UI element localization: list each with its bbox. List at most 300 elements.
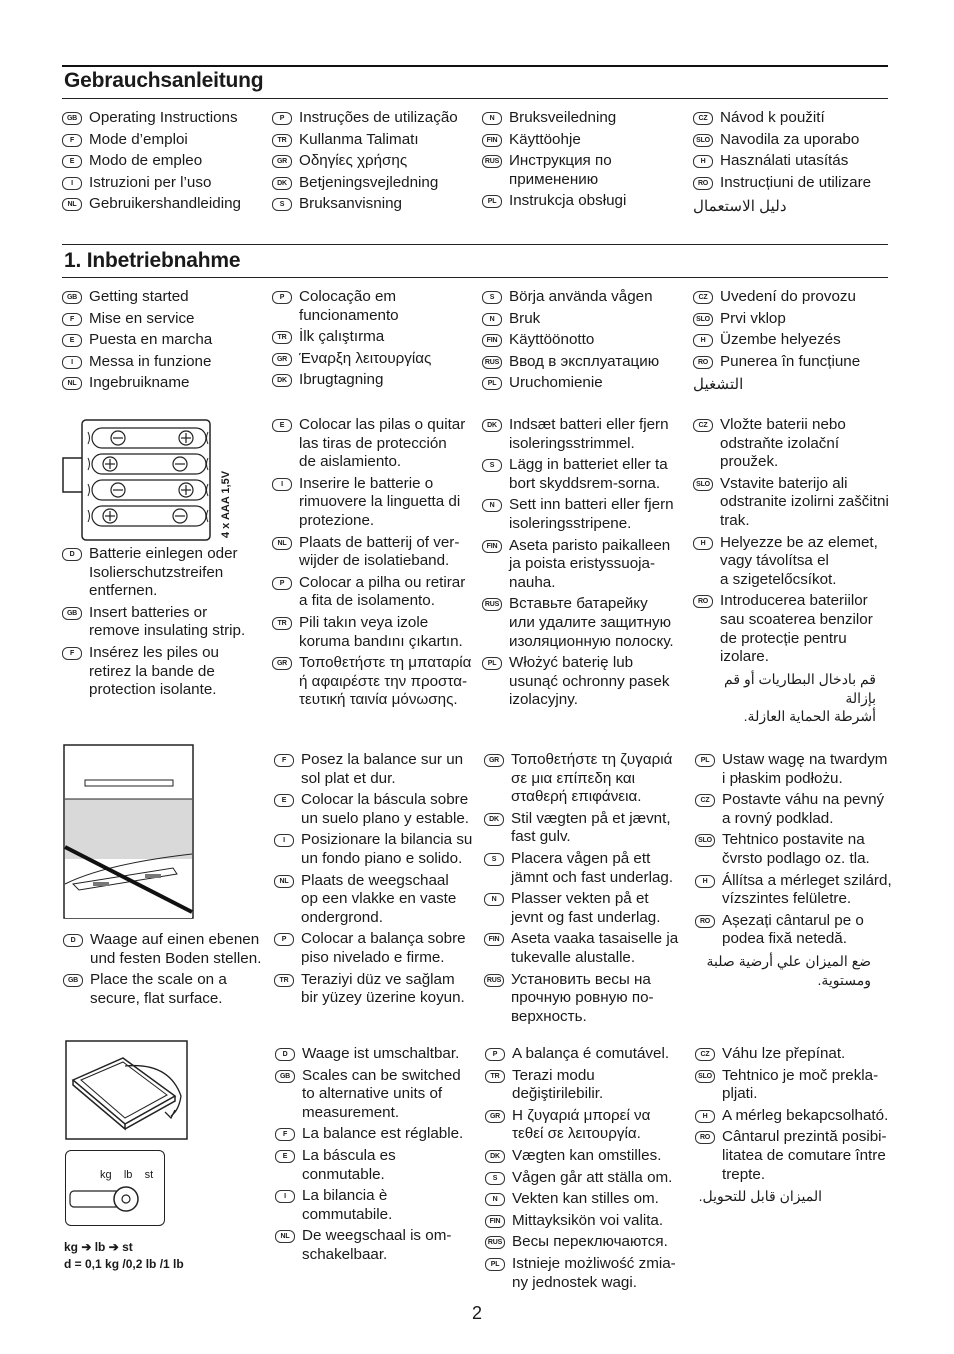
instruction-item: [695, 912, 895, 949]
section-rule-top: [62, 244, 888, 245]
language-code-badge: GR: [485, 1110, 505, 1123]
language-code-badge: E: [272, 419, 292, 432]
language-code-badge: N: [485, 1193, 505, 1206]
instruction-text: Έναρξη λειτουργίας: [299, 349, 432, 367]
instruction-text: Vægten kan omstilles.: [512, 1146, 662, 1164]
instruction-text: Lägg in batteriet eller ta bort skyddsrem-sorna.: [509, 456, 668, 492]
instruction-item: [485, 1107, 690, 1144]
language-code-badge: E: [62, 334, 82, 347]
instruction-item: [482, 192, 682, 211]
language-code-badge: CZ: [695, 1048, 715, 1061]
instruction-text: Návod k použití: [720, 109, 825, 126]
floor-col1: [63, 931, 268, 1011]
instruction-item: [695, 831, 895, 868]
instruction-item: [272, 654, 472, 710]
instruction-text: Colocar las pilas o quitar las tiras de protección de aislamiento.: [299, 416, 466, 471]
language-code-badge: S: [482, 291, 502, 304]
instruction-item: [693, 592, 893, 666]
instruction-text: Batterie einlegen oder Isolierschutzstreifen entfernen.: [89, 545, 238, 600]
language-code-badge: I: [272, 478, 292, 491]
language-code-badge: H: [693, 155, 713, 168]
scale-switch-illustration: [65, 1040, 188, 1140]
instruction-item: [274, 831, 479, 868]
language-code-badge: N: [482, 313, 502, 326]
instruction-item: [62, 195, 262, 214]
instruction-item: [695, 1067, 895, 1104]
language-code-badge: I: [62, 177, 82, 190]
language-code-badge: PL: [482, 657, 502, 670]
getting-started-col2: [272, 288, 472, 393]
language-code-badge: RUS: [485, 1236, 505, 1249]
instruction-item: [62, 545, 262, 601]
instruction-text: Kullanma Talimatı: [299, 130, 419, 148]
instruction-text: Posizionare la bilancia su un fondo piano e solido.: [301, 831, 473, 867]
getting-started-arabic: التشغيل: [693, 376, 744, 393]
instruction-text: Indsæt batteri eller fjern isoleringsstrimmel.: [509, 416, 669, 452]
instruction-text: Plaats de weegschaal op een vlakke en vaste ondergrond.: [301, 871, 457, 926]
instruction-text: Włożyć baterię lub usunąć ochronny pasek izolacyjny.: [509, 654, 670, 709]
instruction-item: [693, 288, 893, 307]
language-code-badge: CZ: [693, 112, 713, 125]
language-code-badge: RO: [695, 1131, 715, 1144]
language-code-badge: F: [275, 1128, 295, 1141]
battery-compartment-illustration: [62, 418, 242, 543]
language-code-badge: S: [482, 459, 502, 472]
unit-label-st: st: [144, 1169, 154, 1181]
instruction-item: [693, 310, 893, 329]
instruction-item: [484, 890, 689, 927]
instruction-text: Prvi vklop: [720, 309, 786, 327]
instruction-item: [272, 174, 472, 193]
instruction-item: [482, 595, 682, 651]
instruction-text: Bruksanvisning: [299, 195, 402, 213]
language-code-badge: RUS: [482, 356, 502, 369]
getting-started-col1: [62, 288, 262, 396]
instruction-item: [693, 109, 893, 128]
language-code-badge: S: [484, 853, 504, 866]
instruction-item: [274, 791, 479, 828]
languages-col2: [272, 109, 472, 217]
instruction-item: [62, 131, 262, 150]
language-code-badge: GR: [272, 155, 292, 168]
language-code-badge: RUS: [482, 155, 502, 168]
language-code-badge: TR: [272, 617, 292, 630]
instruction-text: Colocar la báscula sobre un suelo plano y estable.: [301, 791, 470, 827]
instruction-item: [275, 1125, 480, 1144]
instruction-item: [62, 353, 262, 372]
title-rule: [62, 98, 888, 99]
unit-sequence-note: [64, 1239, 184, 1273]
instruction-item: [484, 810, 689, 847]
instruction-text: Használati utasítás: [720, 152, 849, 170]
language-code-badge: PL: [482, 377, 502, 390]
language-code-badge: CZ: [695, 794, 715, 807]
language-code-badge: SLO: [695, 1070, 715, 1083]
instruction-item: [275, 1187, 480, 1224]
instruction-text: Aseta vaaka tasaiselle ja tukevalle alustalle.: [511, 930, 679, 966]
language-code-badge: TR: [485, 1070, 505, 1083]
instruction-text: Tehtnico postavite na čvrsto podlago oz. tla.: [722, 831, 870, 867]
instruction-text: Uvedení do provozu: [720, 288, 856, 305]
instruction-item: [62, 331, 262, 350]
instruction-text: Инструкция по применению: [509, 152, 612, 188]
language-code-badge: S: [485, 1172, 505, 1185]
instruction-text: Punerea în funcțiune: [720, 352, 861, 370]
instruction-text: Весы переключаются.: [512, 1233, 668, 1251]
languages-col4: [693, 109, 893, 195]
instruction-text: La bilancia è commutabile.: [302, 1187, 393, 1223]
language-code-badge: S: [272, 198, 292, 211]
page-number: 2: [471, 1303, 482, 1323]
instruction-text: Terazi modu değiştirilebilir.: [512, 1066, 604, 1103]
instruction-text: Cântarul prezintă posibi- litatea de comutare între trepte.: [722, 1128, 887, 1183]
language-code-badge: D: [63, 934, 83, 947]
instruction-text: Posez la balance sur un sol plat et dur.: [301, 751, 464, 787]
language-code-badge: E: [62, 155, 82, 168]
instruction-text: İlk çalıştırma: [299, 328, 385, 346]
language-code-badge: NL: [62, 377, 82, 390]
instruction-text: Instrukcja obsługi: [509, 192, 627, 210]
language-code-badge: FIN: [482, 134, 502, 147]
language-code-badge: CZ: [693, 419, 713, 432]
instruction-item: [275, 1067, 480, 1123]
instruction-text: Colocar a balança sobre piso nivelado e firme.: [301, 930, 466, 966]
instruction-item: [62, 644, 262, 700]
instruction-item: [272, 416, 472, 472]
language-code-badge: SLO: [693, 478, 713, 491]
instruction-item: [272, 534, 472, 571]
instruction-item: [272, 288, 472, 325]
instruction-text: Vstavite baterijo ali odstranite izolirni zaščitni trak.: [720, 474, 889, 529]
unit-sequence-line: kg ➔ lb ➔ st: [64, 1240, 133, 1254]
language-code-badge: FIN: [484, 933, 504, 946]
floor-col2: [274, 751, 479, 1011]
page-title: Gebrauchsanleitung: [64, 69, 264, 92]
unit-division-line: d = 0,1 kg /0,2 lb /1 lb: [64, 1257, 184, 1271]
instruction-text: Установить весы на прочную ровную по- верхность.: [511, 970, 654, 1025]
instruction-item: [693, 475, 893, 531]
instruction-text: Vågen går att ställa om.: [512, 1168, 673, 1186]
language-code-badge: I: [274, 834, 294, 847]
instruction-text: Ввод в эксплуатацию: [509, 352, 660, 370]
instruction-text: Mittayksikön voi valita.: [512, 1211, 664, 1229]
language-code-badge: DK: [272, 374, 292, 387]
language-code-badge: F: [274, 754, 294, 767]
instruction-item: [482, 310, 682, 329]
instruction-item: [693, 131, 893, 150]
language-code-badge: P: [485, 1048, 505, 1061]
instruction-item: [274, 872, 479, 928]
instruction-text: Sett inn batteri eller fjern isoleringsstripene.: [509, 496, 674, 532]
top-rule: [62, 65, 888, 67]
instruction-item: [482, 456, 682, 493]
language-code-badge: D: [62, 548, 82, 561]
instruction-text: Ibrugtagning: [299, 371, 384, 389]
instruction-text: Postavte váhu na pevný a rovný podklad.: [722, 791, 885, 827]
instruction-text: Η ζυγαριά μπορεί να τεθεί σε λειτουργία.: [512, 1106, 651, 1143]
instruction-text: Modo de empleo: [89, 152, 203, 170]
language-code-badge: NL: [62, 198, 82, 211]
instruction-item: [62, 374, 262, 393]
instruction-text: Käyttöohje: [509, 130, 581, 148]
instruction-text: Colocação em funcionamento: [299, 288, 399, 324]
instruction-text: Colocar a pilha ou retirar a fita de isolamento.: [299, 573, 466, 610]
language-code-badge: FIN: [485, 1215, 505, 1228]
instruction-item: [62, 604, 262, 641]
language-code-badge: FIN: [482, 540, 502, 553]
instruction-text: Helyezze be az elemet, vagy távolítsa el a szigetelőcsíkot.: [720, 533, 878, 588]
floor-col4: [695, 751, 895, 952]
instruction-item: [272, 475, 472, 531]
getting-started-col3: [482, 288, 682, 396]
instruction-item: [693, 353, 893, 372]
language-code-badge: H: [695, 875, 715, 888]
instruction-item: [695, 872, 895, 909]
instruction-text: La báscula es conmutable.: [302, 1146, 396, 1183]
instruction-item: [272, 371, 472, 390]
instruction-text: Insert batteries or remove insulating strip.: [89, 603, 246, 640]
language-code-badge: E: [274, 794, 294, 807]
instruction-item: [272, 614, 472, 651]
batteries-col1: [62, 545, 262, 703]
instruction-item: [272, 195, 472, 214]
instruction-text: Istruzioni per l’uso: [89, 173, 212, 191]
language-code-badge: GB: [62, 112, 82, 125]
instruction-text: Plasser vekten på et jevnt og fast underlag.: [511, 890, 661, 926]
instruction-text: Aseta paristo paikalleen ja poista eristyssuoja- nauha.: [509, 536, 671, 591]
instruction-item: [62, 288, 262, 307]
instruction-item: [693, 416, 893, 472]
instruction-item: [482, 416, 682, 453]
instruction-item: [695, 1045, 895, 1064]
language-code-badge: PL: [695, 754, 715, 767]
language-code-badge: PL: [482, 195, 502, 208]
language-code-badge: DK: [482, 419, 502, 432]
instruction-text: A mérleg bekapcsolható.: [722, 1106, 889, 1124]
instruction-text: Betjeningsvejledning: [299, 173, 439, 191]
batteries-arabic: قم بادخال البطاريات أو قم بإزالة أشرطة الحماية العازلة.: [724, 671, 876, 725]
instruction-text: Messa in funzione: [89, 352, 212, 370]
instruction-text: Börja använda vågen: [509, 288, 653, 305]
language-code-badge: F: [62, 647, 82, 660]
instruction-text: Вставьте батарейку или удалите защитную изоляционную полоску.: [509, 595, 674, 650]
section-title: 1. Inbetriebnahme: [64, 249, 241, 272]
language-code-badge: SLO: [693, 134, 713, 147]
language-code-badge: I: [62, 356, 82, 369]
instruction-item: [275, 1227, 480, 1264]
scale-on-floor-illustration: [63, 744, 194, 919]
floor-col3: [484, 751, 689, 1029]
instruction-text: Mise en service: [89, 309, 195, 327]
language-code-badge: PL: [485, 1258, 505, 1271]
language-code-badge: TR: [272, 331, 292, 344]
instruction-text: Tehtnico je moč prekla- pljati.: [722, 1066, 879, 1103]
instruction-text: Stil vægten på et jævnt, fast gulv.: [511, 809, 671, 846]
language-code-badge: RUS: [482, 598, 502, 611]
languages-col3: [482, 109, 682, 214]
language-code-badge: RO: [693, 177, 713, 190]
language-code-badge: NL: [275, 1230, 295, 1243]
language-code-badge: FIN: [482, 334, 502, 347]
language-code-badge: NL: [272, 537, 292, 550]
instruction-text: Üzembe helyezés: [720, 331, 841, 349]
instruction-text: Váhu lze přepínat.: [722, 1045, 846, 1062]
language-code-badge: H: [695, 1110, 715, 1123]
batteries-col2: [272, 416, 472, 713]
language-code-badge: GB: [63, 974, 83, 987]
instruction-item: [272, 131, 472, 150]
language-code-badge: GR: [272, 353, 292, 366]
language-code-badge: P: [272, 112, 292, 125]
language-code-badge: GR: [484, 754, 504, 767]
instruction-item: [693, 331, 893, 350]
instruction-item: [274, 930, 479, 967]
language-code-badge: P: [272, 577, 292, 590]
instruction-item: [485, 1169, 690, 1188]
instruction-text: Scales can be switched to alternative units of measurement.: [302, 1066, 461, 1121]
instruction-text: Insérez les piles ou retirez la bande de protection isolante.: [89, 643, 220, 699]
instruction-item: [274, 751, 479, 788]
language-code-badge: RUS: [484, 974, 504, 987]
instruction-item: [62, 109, 262, 128]
instruction-text: Getting started: [89, 288, 189, 305]
instruction-text: Ingebruikname: [89, 374, 190, 392]
instruction-text: A balança é comutável.: [512, 1045, 670, 1062]
instruction-item: [482, 496, 682, 533]
language-code-badge: DK: [272, 177, 292, 190]
section-rule-bottom: [62, 277, 888, 278]
instruction-item: [484, 751, 689, 807]
instruction-text: Ustaw wagę na twardym i płaskim podłożu.: [722, 751, 888, 787]
instruction-item: [63, 931, 268, 968]
instruction-text: Τοποθετήστε τη μπαταρία ή αφαιρέστε την προστα- τευτική ταινία μόνωσης.: [299, 654, 472, 709]
instruction-item: [482, 537, 682, 593]
instruction-text: Vekten kan stilles om.: [512, 1190, 659, 1208]
instruction-item: [695, 1128, 895, 1184]
language-code-badge: CZ: [693, 291, 713, 304]
language-code-badge: P: [272, 291, 292, 304]
unit-label-kg: kg: [100, 1169, 112, 1181]
instruction-item: [485, 1255, 690, 1292]
languages-col1: [62, 109, 262, 217]
language-code-badge: TR: [274, 974, 294, 987]
language-code-badge: H: [693, 334, 713, 347]
units-col3: [485, 1045, 690, 1295]
instruction-text: Puesta en marcha: [89, 331, 213, 349]
instruction-text: Mode d’emploi: [89, 130, 188, 148]
instruction-item: [485, 1147, 690, 1166]
batteries-col4: [693, 416, 893, 670]
instruction-item: [274, 971, 479, 1008]
instruction-item: [275, 1045, 480, 1064]
instruction-text: Οδηγίες χρήσης: [299, 152, 408, 170]
instruction-text: Bruksveiledning: [509, 109, 617, 126]
instruction-item: [693, 174, 893, 193]
instruction-item: [693, 152, 893, 171]
instruction-item: [482, 288, 682, 307]
unit-label-lb: lb: [123, 1169, 133, 1181]
unit-switch-illustration: [65, 1150, 165, 1226]
language-code-badge: DK: [484, 813, 504, 826]
instruction-text: Bruk: [509, 309, 541, 327]
instruction-item: [482, 131, 682, 150]
language-code-badge: N: [484, 893, 504, 906]
language-code-badge: GB: [62, 291, 82, 304]
instruction-text: Käyttöönotto: [509, 331, 595, 349]
instruction-item: [695, 751, 895, 788]
instruction-item: [482, 654, 682, 710]
language-code-badge: D: [275, 1048, 295, 1061]
instruction-item: [272, 109, 472, 128]
language-code-badge: N: [482, 112, 502, 125]
instruction-text: De weegschaal is om- schakelbaar.: [302, 1227, 452, 1263]
instruction-text: Așezați cântarul pe o podea fixă netedă.: [722, 911, 864, 948]
instruction-text: Teraziyi düz ve sağlam bir yüzey üzerine koyun.: [301, 970, 465, 1007]
instruction-item: [272, 328, 472, 347]
instruction-text: Waage ist umschaltbar.: [302, 1045, 460, 1062]
instruction-text: Operating Instructions: [89, 109, 238, 126]
languages-arabic: دليل الاستعمال: [693, 198, 787, 215]
instruction-text: Τοποθετήστε τη ζυγαριά σε μια επίπεδη και σταθερή επιφάνεια.: [511, 751, 673, 806]
instruction-item: [695, 791, 895, 828]
instruction-text: Instrucțiuni de utilizare: [720, 173, 872, 191]
instruction-text: Plaats de batterij of ver- wijder de isolatieband.: [299, 533, 460, 570]
instruction-text: Instruções de utilização: [299, 109, 458, 126]
language-code-badge: H: [693, 537, 713, 550]
language-code-badge: GR: [272, 657, 292, 670]
instruction-text: Vložte baterii nebo odstraňte izolační proužek.: [720, 416, 846, 471]
instruction-item: [695, 1107, 895, 1126]
language-code-badge: NL: [274, 875, 294, 888]
instruction-item: [485, 1067, 690, 1104]
language-code-badge: SLO: [695, 834, 715, 847]
instruction-item: [272, 152, 472, 171]
instruction-text: Inserire le batterie o rimuovere la linguetta di protezione.: [299, 474, 461, 529]
language-code-badge: RO: [695, 915, 715, 928]
instruction-text: Istnieje możliwość zmia- ny jednostek wagi.: [512, 1254, 676, 1291]
instruction-item: [63, 971, 268, 1008]
units-arabic: الميزان قابل للتحويل.: [698, 1188, 822, 1204]
instruction-text: Place the scale on a secure, flat surface.: [90, 971, 227, 1007]
instruction-text: Waage auf einen ebenen und festen Boden stellen.: [90, 931, 262, 967]
instruction-item: [485, 1045, 690, 1064]
instruction-text: Pili takın veya izole koruma bandını çıkartın.: [299, 613, 463, 650]
language-code-badge: P: [274, 933, 294, 946]
instruction-item: [484, 971, 689, 1027]
language-code-badge: E: [275, 1150, 295, 1163]
instruction-text: Uruchomienie: [509, 374, 603, 392]
instruction-item: [482, 331, 682, 350]
instruction-item: [485, 1233, 690, 1252]
instruction-item: [62, 174, 262, 193]
instruction-text: Placera vågen på ett jämnt och fast underlag.: [511, 849, 674, 886]
getting-started-col4: [693, 288, 893, 374]
instruction-item: [62, 310, 262, 329]
instruction-item: [484, 930, 689, 967]
language-code-badge: RO: [693, 595, 713, 608]
battery-spec-label: 4 x AAA 1,5V: [220, 470, 232, 538]
instruction-item: [693, 534, 893, 590]
instruction-item: [482, 374, 682, 393]
instruction-text: La balance est réglable.: [302, 1125, 464, 1143]
instruction-item: [272, 350, 472, 369]
language-code-badge: DK: [485, 1150, 505, 1163]
instruction-item: [485, 1212, 690, 1231]
instruction-text: Navodila za uporabo: [720, 130, 860, 148]
instruction-item: [62, 152, 262, 171]
instruction-text: Gebruikershandleiding: [89, 195, 241, 213]
language-code-badge: SLO: [693, 313, 713, 326]
